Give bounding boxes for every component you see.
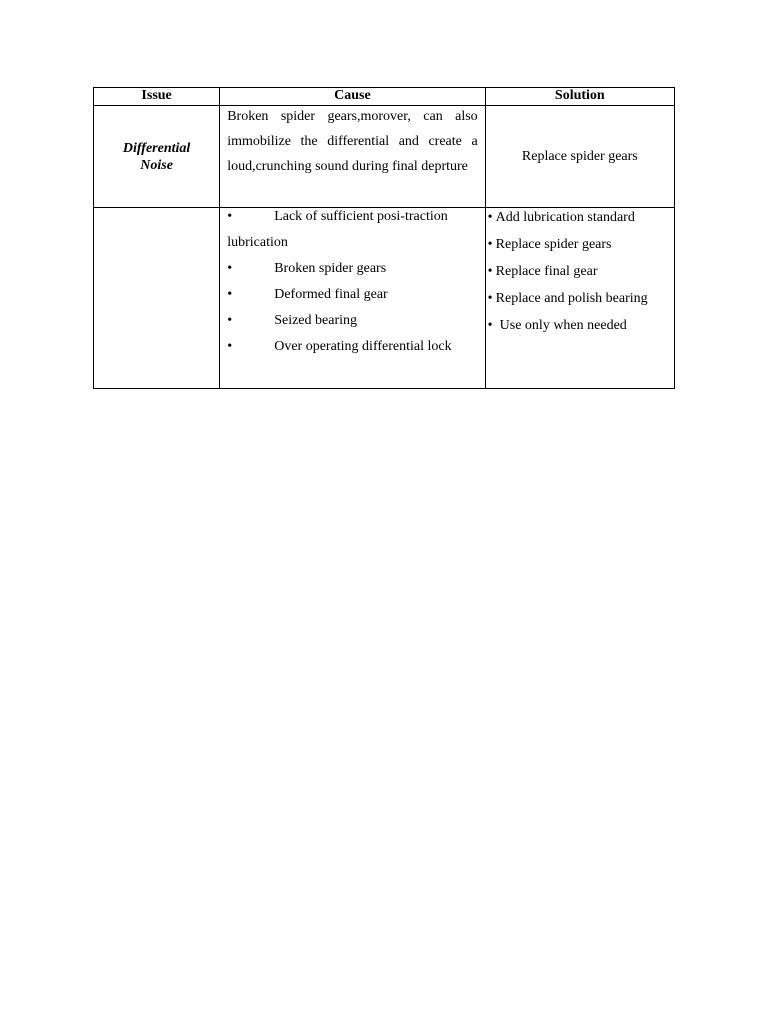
table-row [94, 208, 675, 389]
list-item [227, 334, 477, 360]
table-header-row [94, 88, 675, 106]
cause-item-text: Over operating differential lock [274, 339, 452, 354]
cause-cell [220, 106, 485, 208]
bullet-icon: • [227, 209, 233, 224]
bullet-icon: • [487, 264, 493, 279]
solution-item-text: Replace and polish bearing [495, 291, 648, 306]
cause-item-text: Deformed final gear [274, 287, 388, 302]
solution-list [486, 204, 674, 339]
list-item [488, 204, 672, 231]
cause-list [220, 204, 484, 360]
bullet-icon: • [227, 287, 233, 302]
issue-label: Differential Noise [122, 140, 191, 173]
list-item [488, 312, 672, 339]
solution-item-text: Add lubrication standard [495, 210, 635, 225]
cause-item-text: Lack of sufficient posi-traction lubrication [227, 209, 448, 250]
issue-cause-solution-table [93, 87, 675, 389]
solution-item-text: Replace final gear [495, 264, 598, 279]
table-row [94, 106, 675, 208]
issue-cell-empty [94, 208, 220, 389]
bullet-icon: • [227, 313, 233, 328]
bullet-icon: • [227, 339, 233, 354]
cause-item-text: Broken spider gears [274, 261, 387, 276]
bullet-icon: • [227, 261, 233, 276]
cause-text: Broken spider gears,morover, can also immobilize the differential and create a loud,crunching sound during final deprture [227, 109, 478, 174]
solution-text: Replace spider gears [521, 148, 638, 164]
bullet-icon: • [487, 318, 493, 333]
list-item [488, 231, 672, 258]
list-item [488, 285, 672, 312]
list-item [227, 308, 477, 334]
solution-cell [485, 106, 674, 208]
header-solution: Solution [485, 88, 674, 106]
issue-cell [94, 106, 220, 208]
list-item [227, 204, 477, 256]
header-issue: Issue [94, 88, 220, 106]
bullet-icon: • [487, 291, 493, 306]
cause-list-cell [220, 208, 485, 389]
solution-list-cell [485, 208, 674, 389]
list-item [227, 282, 477, 308]
header-cause: Cause [220, 88, 485, 106]
list-item [488, 258, 672, 285]
list-item [227, 256, 477, 282]
bullet-icon: • [487, 237, 493, 252]
bullet-icon: • [487, 210, 493, 225]
solution-item-text: Replace spider gears [495, 237, 612, 252]
cause-item-text: Seized bearing [274, 313, 357, 328]
solution-item-text: Use only when needed [499, 318, 627, 333]
